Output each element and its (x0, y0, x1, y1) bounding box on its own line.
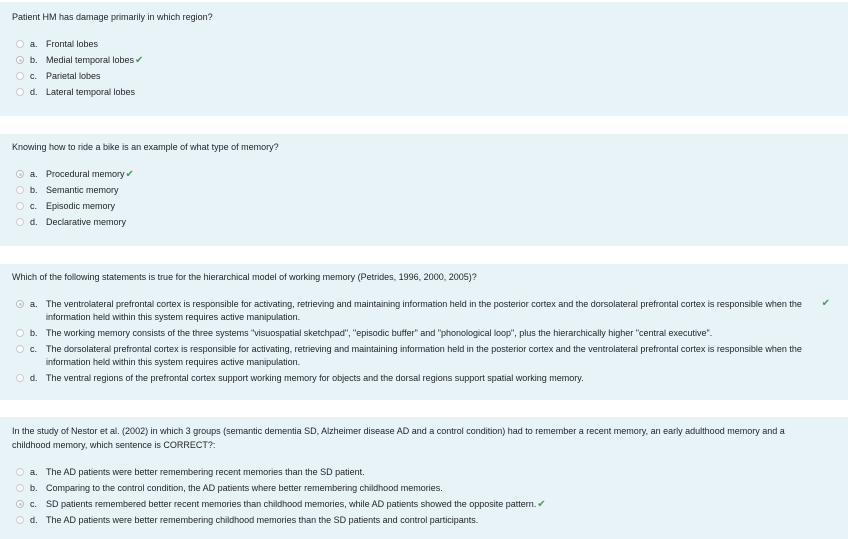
question-card-4 (0, 417, 848, 539)
question-text: Which of the following statements is true for the hierarchical model of working memory (Petrides, 1996, 2000, 2005)? (12, 272, 477, 282)
radio-button[interactable] (16, 374, 24, 382)
question-card-1 (0, 2, 848, 116)
question-card-3 (0, 264, 848, 400)
option-letter: c. (30, 344, 38, 354)
option-letter: d. (30, 87, 38, 97)
radio-button[interactable] (16, 329, 24, 337)
radio-button[interactable] (16, 40, 24, 48)
option-label: Procedural memory (46, 169, 125, 179)
question-text: Patient HM has damage primarily in which region? (12, 12, 213, 22)
answer-option-a[interactable] (0, 298, 848, 324)
question-text: In the study of Nestor et al. (2002) in which 3 groups (semantic dementia SD, Alzheimer disease AD and a control condition) had to remember a recent memory, an early adulthood memory and a childhood memory, which sentence is CORRECT?: (12, 426, 785, 450)
answer-option-c[interactable] (0, 498, 848, 511)
correct-check-icon: ✔ (821, 298, 830, 309)
option-letter: a. (30, 467, 38, 477)
radio-button[interactable] (16, 88, 24, 96)
answer-list (0, 38, 848, 102)
answer-option-d[interactable] (0, 372, 848, 385)
answer-option-b[interactable] (0, 184, 848, 197)
answer-option-b[interactable] (0, 327, 848, 340)
correct-check-icon: ✔ (537, 499, 546, 510)
radio-button-selected[interactable] (16, 56, 24, 64)
option-label: SD patients remembered better recent memories than childhood memories, while AD patients showed the opposite pattern. (46, 499, 537, 509)
option-letter: b. (30, 483, 38, 493)
option-label: Comparing to the control condition, the AD patients where better remembering childhood memories. (46, 483, 443, 493)
option-letter: c. (30, 499, 38, 509)
option-label: The working memory consists of the three systems "visuospatial sketchpad", "episodic buffer" and "phonological loop", plus the hierarchically higher "central executive". (46, 328, 713, 338)
answer-option-d[interactable] (0, 86, 848, 99)
answer-option-c[interactable] (0, 70, 848, 83)
answer-option-a[interactable] (0, 466, 848, 479)
answer-option-b[interactable] (0, 54, 848, 67)
answer-option-b[interactable] (0, 482, 848, 495)
option-label: The AD patients were better remembering childhood memories than the SD patients and control participants. (46, 515, 479, 525)
option-letter: d. (30, 515, 38, 525)
radio-button[interactable] (16, 468, 24, 476)
question-text: Knowing how to ride a bike is an example of what type of memory? (12, 142, 279, 152)
answer-option-d[interactable] (0, 514, 848, 527)
option-label: Semantic memory (46, 185, 119, 195)
option-label: The ventral regions of the prefrontal cortex support working memory for objects and the dorsal regions support spatial working memory. (46, 373, 584, 383)
radio-button[interactable] (16, 345, 24, 353)
question-card-2 (0, 134, 848, 246)
option-label: The AD patients were better remembering recent memories than the SD patient. (46, 467, 365, 477)
radio-button[interactable] (16, 72, 24, 80)
option-letter: a. (30, 39, 38, 49)
option-label: The dorsolateral prefrontal cortex is responsible for activating, retrieving and maintaining information held in the posterior cortex and the ventrolateral prefrontal cortex is responsible when the information held within this system requires active manipulation. (46, 344, 802, 367)
option-letter: b. (30, 328, 38, 338)
answer-list (0, 168, 848, 232)
option-letter: d. (30, 217, 38, 227)
option-label: Parietal lobes (46, 71, 101, 81)
correct-check-icon: ✔ (135, 55, 144, 66)
option-letter: b. (30, 185, 38, 195)
radio-button[interactable] (16, 186, 24, 194)
option-letter: d. (30, 373, 38, 383)
option-letter: a. (30, 169, 38, 179)
radio-button[interactable] (16, 218, 24, 226)
answer-option-a[interactable] (0, 168, 848, 181)
radio-button[interactable] (16, 484, 24, 492)
radio-button-selected[interactable] (16, 170, 24, 178)
correct-check-icon: ✔ (125, 169, 134, 180)
option-label: Declarative memory (46, 217, 127, 227)
option-label: Medial temporal lobes (46, 55, 135, 65)
answer-option-d[interactable] (0, 216, 848, 229)
option-label: Lateral temporal lobes (46, 87, 136, 97)
option-letter: c. (30, 201, 38, 211)
answer-list (0, 298, 848, 388)
option-label: Frontal lobes (46, 39, 99, 49)
option-label: The ventrolateral prefrontal cortex is responsible for activating, retrieving and maintaining information held in the posterior cortex and the dorsolateral prefrontal cortex is responsible when the information held within this system requires active manipulation. (46, 299, 802, 322)
answer-list (0, 466, 848, 530)
option-label: Episodic memory (46, 201, 116, 211)
option-letter: b. (30, 55, 38, 65)
answer-option-a[interactable] (0, 38, 848, 51)
answer-option-c[interactable] (0, 343, 848, 369)
option-letter: a. (30, 299, 38, 309)
radio-button[interactable] (16, 202, 24, 210)
option-letter: c. (30, 71, 38, 81)
radio-button-selected[interactable] (16, 500, 24, 508)
radio-button[interactable] (16, 516, 24, 524)
answer-option-c[interactable] (0, 200, 848, 213)
radio-button-selected[interactable] (16, 300, 24, 308)
